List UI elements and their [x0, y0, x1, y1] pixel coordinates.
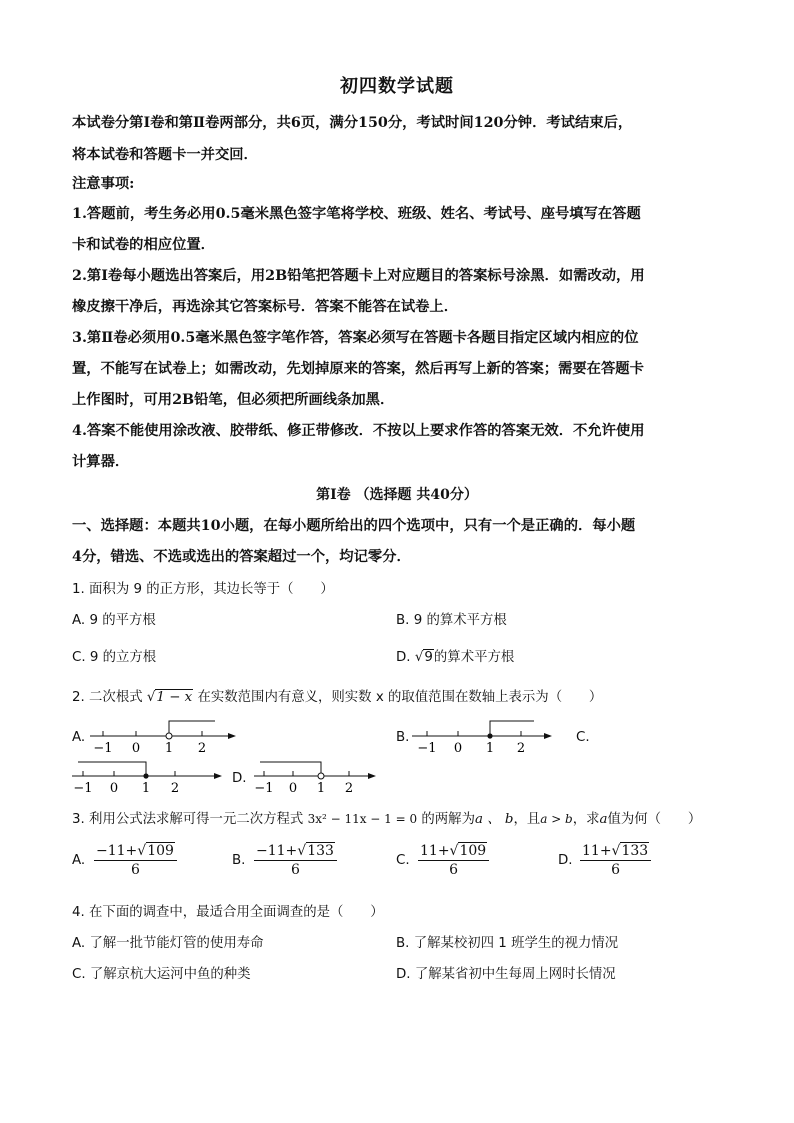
numerator — [254, 842, 337, 861]
notice-item-4-line-2: 计算器． — [72, 454, 130, 470]
axis-arrow — [544, 733, 552, 739]
numerator — [580, 842, 651, 861]
question-3-option-c-fraction — [418, 842, 489, 879]
option-text: 的算术平方根 — [433, 650, 515, 665]
tick-label: 1 — [141, 781, 151, 796]
tick-label: 0 — [453, 741, 463, 756]
tick-label: 1 — [164, 741, 174, 756]
question-3-option-b-label: B. — [232, 853, 246, 868]
solution-ray — [260, 762, 321, 773]
question-4-option-b: B. 了解某校初四 1 班学生的视力情况 — [396, 936, 619, 951]
tick-label: 2 — [344, 781, 354, 796]
open-dot — [166, 733, 172, 739]
tick-label: −1 — [93, 741, 113, 756]
tick-label: −1 — [417, 741, 437, 756]
option-label: D. — [396, 650, 411, 665]
question-3-option-b-fraction — [254, 842, 337, 879]
numerator-prefix: 11+ — [582, 843, 612, 859]
notice-item-1-line-2: 卡和试卷的相应位置． — [72, 237, 215, 253]
denominator: 6 — [611, 862, 621, 878]
denominator: 6 — [131, 862, 140, 878]
tick-label: −1 — [73, 781, 93, 796]
section-title: 第Ⅰ卷 （选择题 共40分） — [316, 487, 478, 503]
radical-sign: √ — [449, 843, 459, 859]
radical-sign: √ — [137, 843, 147, 859]
stem-part: 在实数范围内有意义，则实数 x 的取值范围在数轴上表示为（ ） — [197, 690, 603, 705]
tick-label: 2 — [170, 781, 180, 796]
question-3-option-a-label: A. — [72, 853, 86, 868]
question-1-option-a: A. 9 的平方根 — [72, 613, 156, 628]
tick-label: 0 — [131, 741, 141, 756]
closed-dot — [487, 733, 492, 738]
question-3-option-d-fraction — [580, 842, 651, 879]
notice-item-3-line-1: 3.第Ⅱ卷必须用0.5毫米黑色签字笔作答，答案必须写在答题卡各题目指定区域内相应的位 — [72, 330, 639, 346]
tick-label: 2 — [516, 741, 526, 756]
question-3-option-d-label: D. — [558, 853, 573, 868]
numerator-prefix: −11+ — [256, 843, 298, 859]
number-line-d — [252, 758, 382, 796]
notice-item-4-line-1: 4.答案不能使用涂改液、胶带纸、修正带修改．不按以上要求作答的答案无效．不允许使用 — [72, 423, 645, 439]
question-1-option-c: C. 9 的立方根 — [72, 650, 157, 665]
numerator — [94, 842, 177, 861]
notice-item-3-line-3: 上作图时，可用2B铅笔，但必须把所画线条加黑． — [72, 392, 395, 408]
radicand: 109 — [147, 843, 174, 859]
stem-part: ，且 — [513, 812, 541, 827]
radical-sign: √ — [146, 690, 156, 705]
page-title: 初四数学试题 — [340, 76, 454, 97]
closed-dot — [143, 773, 148, 778]
question-1-option-d — [396, 646, 514, 665]
variables: a 、 b — [474, 812, 514, 827]
denominator: 6 — [449, 862, 459, 878]
question-2-option-c-label: C. — [576, 730, 590, 745]
stem-part: 的两解为 — [421, 812, 475, 827]
question-4-option-a: A. 了解一批节能灯管的使用寿命 — [72, 936, 264, 951]
radical-sign: √ — [297, 843, 307, 859]
notice-heading: 注意事项: — [72, 176, 135, 192]
radicand: 9 — [424, 650, 433, 665]
question-3-option-c-label: C. — [396, 853, 410, 868]
stem-part: 值为何（ ） — [607, 812, 702, 827]
numerator — [418, 842, 489, 861]
question-3-stem — [72, 808, 701, 827]
axis-arrow — [368, 773, 376, 779]
number-line-a — [88, 718, 238, 758]
section-instruction-line-1: 一、选择题：本题共10小题，在每小题所给出的四个选项中，只有一个是正确的．每小题 — [72, 518, 636, 534]
numerator-prefix: −11+ — [96, 843, 138, 859]
question-4-option-c: C. 了解京杭大运河中鱼的种类 — [72, 967, 251, 982]
solution-ray — [490, 721, 534, 736]
intro-line-2: 将本试卷和答题卡一并交回． — [72, 147, 258, 163]
notice-item-1-line-1: 1.答题前，考生务必用0.5毫米黑色签字笔将学校、班级、姓名、考试号、座号填写在答题 — [72, 206, 641, 222]
question-4-stem: 4. 在下面的调查中，最适合用全面调查的是（ ） — [72, 905, 384, 920]
tick-label: −1 — [254, 781, 274, 796]
denominator: 6 — [291, 862, 300, 878]
notice-item-2-line-2: 橡皮擦干净后，再选涂其它答案标号．答案不能答在试卷上． — [72, 299, 459, 315]
tick-label: 0 — [109, 781, 119, 796]
number-line-b — [410, 718, 560, 758]
question-3-option-a-fraction — [94, 842, 177, 879]
tick-label: 1 — [316, 781, 326, 796]
question-2-option-b-label: B. — [396, 730, 410, 745]
question-1-stem: 1. 面积为 9 的正方形，其边长等于（ ） — [72, 582, 334, 597]
tick-label: 0 — [288, 781, 298, 796]
solution-ray — [78, 762, 146, 776]
radicand: 109 — [459, 843, 487, 859]
question-2-stem — [72, 686, 602, 705]
question-2-option-a-label: A. — [72, 730, 86, 745]
tick-label: 2 — [197, 741, 207, 756]
radicand: 133 — [307, 843, 334, 859]
open-dot — [318, 773, 324, 779]
solution-ray — [169, 721, 215, 733]
question-2-option-d-label: D. — [232, 771, 247, 786]
question-4-option-d: D. 了解某省初中生每周上网时长情况 — [396, 967, 616, 982]
radicand: 133 — [621, 843, 649, 859]
axis-arrow — [228, 733, 236, 739]
numerator-prefix: 11+ — [420, 843, 450, 859]
number-line-c — [70, 758, 230, 796]
variable-a: a — [599, 812, 608, 827]
notice-item-3-line-2: 置，不能写在试卷上；如需改动，先划掉原来的答案，然后再写上新的答案；需要在答题卡 — [72, 361, 644, 377]
equation: 3x² − 11x − 1 = 0 — [307, 812, 418, 826]
radical-sign: √ — [611, 843, 621, 859]
stem-part: ，求 — [572, 812, 600, 827]
radicand: 1 − x — [156, 690, 193, 705]
section-instruction-line-2: 4分，错选、不选或选出的答案超过一个，均记零分． — [72, 549, 411, 565]
intro-line-1: 本试卷分第Ⅰ卷和第Ⅱ卷两部分，共6页，满分150分，考试时间120分钟．考试结束后， — [72, 115, 633, 131]
tick-label: 1 — [485, 741, 495, 756]
stem-part: 2. 二次根式 — [72, 690, 143, 705]
notice-item-2-line-1: 2.第Ⅰ卷每小题选出答案后，用2B铅笔把答题卡上对应题目的答案标号涂黑．如需改动，用 — [72, 268, 645, 284]
stem-part: 3. 利用公式法求解可得一元二次方程式 — [72, 812, 304, 827]
radical-sign: √ — [414, 650, 424, 665]
axis-arrow — [214, 773, 222, 779]
question-1-option-b: B. 9 的算术平方根 — [396, 613, 507, 628]
condition: a > b — [540, 812, 573, 826]
